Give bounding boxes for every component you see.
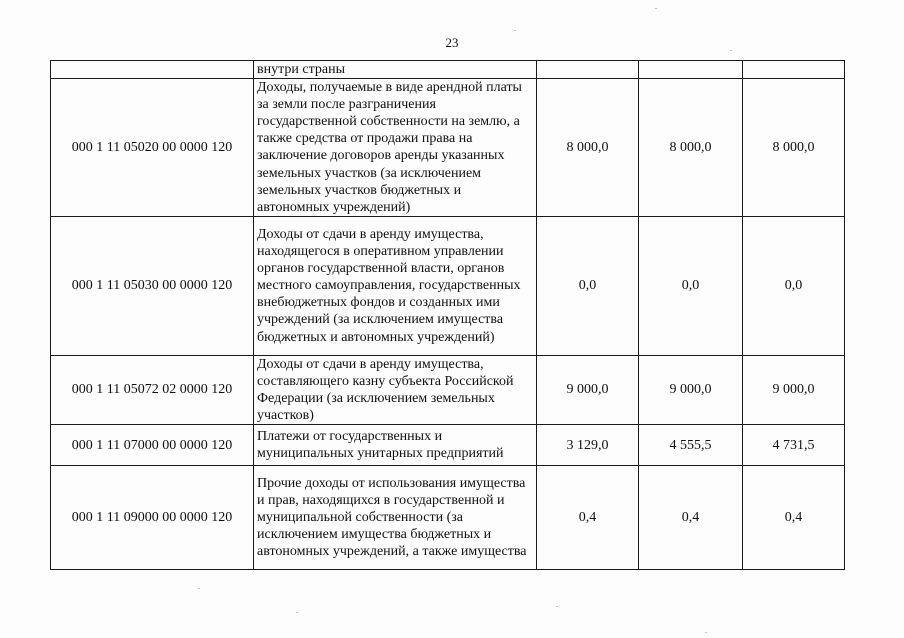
value-cell: 0,0 (743, 216, 845, 355)
description-cell: Прочие доходы от использования имущества и прав, находящихся в государственной и муниципальной собственности (за исключением имущества бюджетных и автономных учреждений, а также имущества (254, 466, 537, 570)
description-cell: Доходы от сдачи в аренду имущества, составляющего казну субъекта Российской Федерации (за исключением земельных участков) (254, 355, 537, 424)
scan-speckle (296, 612, 298, 613)
value-cell: 8 000,0 (639, 79, 743, 217)
scan-speckle (705, 632, 707, 633)
value-cell: 8 000,0 (743, 79, 845, 217)
revenue-table (50, 60, 845, 570)
description-cell: Платежи от государственных и муниципальных унитарных предприятий (254, 425, 537, 466)
scan-speckle (655, 8, 657, 9)
value-cell: 9 000,0 (639, 355, 743, 424)
description-cell: внутри страны (254, 61, 537, 79)
budget-code-cell: 000 1 11 05020 00 0000 120 (51, 79, 254, 217)
value-cell: 0,4 (639, 466, 743, 570)
scan-speckle (556, 606, 558, 607)
budget-code-cell: 000 1 11 09000 00 0000 120 (51, 466, 254, 570)
budget-code-cell: 000 1 11 05030 00 0000 120 (51, 216, 254, 355)
value-cell: 4 555,5 (639, 425, 743, 466)
description-cell: Доходы, получаемые в виде арендной платы за земли после разграничения государственной собственности на землю, а также средства от продажи права на заключение договоров аренды указанных земельных участков (за исключением земельных участков бюджетных и автономных учреждений) (254, 79, 537, 217)
budget-code-cell: 000 1 11 07000 00 0000 120 (51, 425, 254, 466)
scan-speckle (730, 50, 732, 51)
value-cell (743, 61, 845, 79)
value-cell: 0,0 (639, 216, 743, 355)
table-row (51, 466, 845, 570)
table-row (51, 425, 845, 466)
value-cell: 0,4 (743, 466, 845, 570)
value-cell (639, 61, 743, 79)
value-cell: 3 129,0 (537, 425, 639, 466)
value-cell: 4 731,5 (743, 425, 845, 466)
budget-code-cell (51, 61, 254, 79)
value-cell (537, 61, 639, 79)
value-cell: 8 000,0 (537, 79, 639, 217)
value-cell: 9 000,0 (743, 355, 845, 424)
table-row (51, 79, 845, 217)
value-cell: 0,0 (537, 216, 639, 355)
scan-speckle (514, 30, 516, 31)
page-number: 23 (445, 35, 459, 50)
value-cell: 9 000,0 (537, 355, 639, 424)
budget-code-cell: 000 1 11 05072 02 0000 120 (51, 355, 254, 424)
table-row (51, 61, 845, 79)
scan-speckle (198, 588, 200, 589)
table-row (51, 355, 845, 424)
table-row (51, 216, 845, 355)
value-cell: 0,4 (537, 466, 639, 570)
description-cell: Доходы от сдачи в аренду имущества, находящегося в оперативном управлении органов государственной власти, органов местного самоуправления, государственных внебюджетных фондов и созданных ими учреждений (за исключением имущества бюджетных и автономных учреждений) (254, 216, 537, 355)
